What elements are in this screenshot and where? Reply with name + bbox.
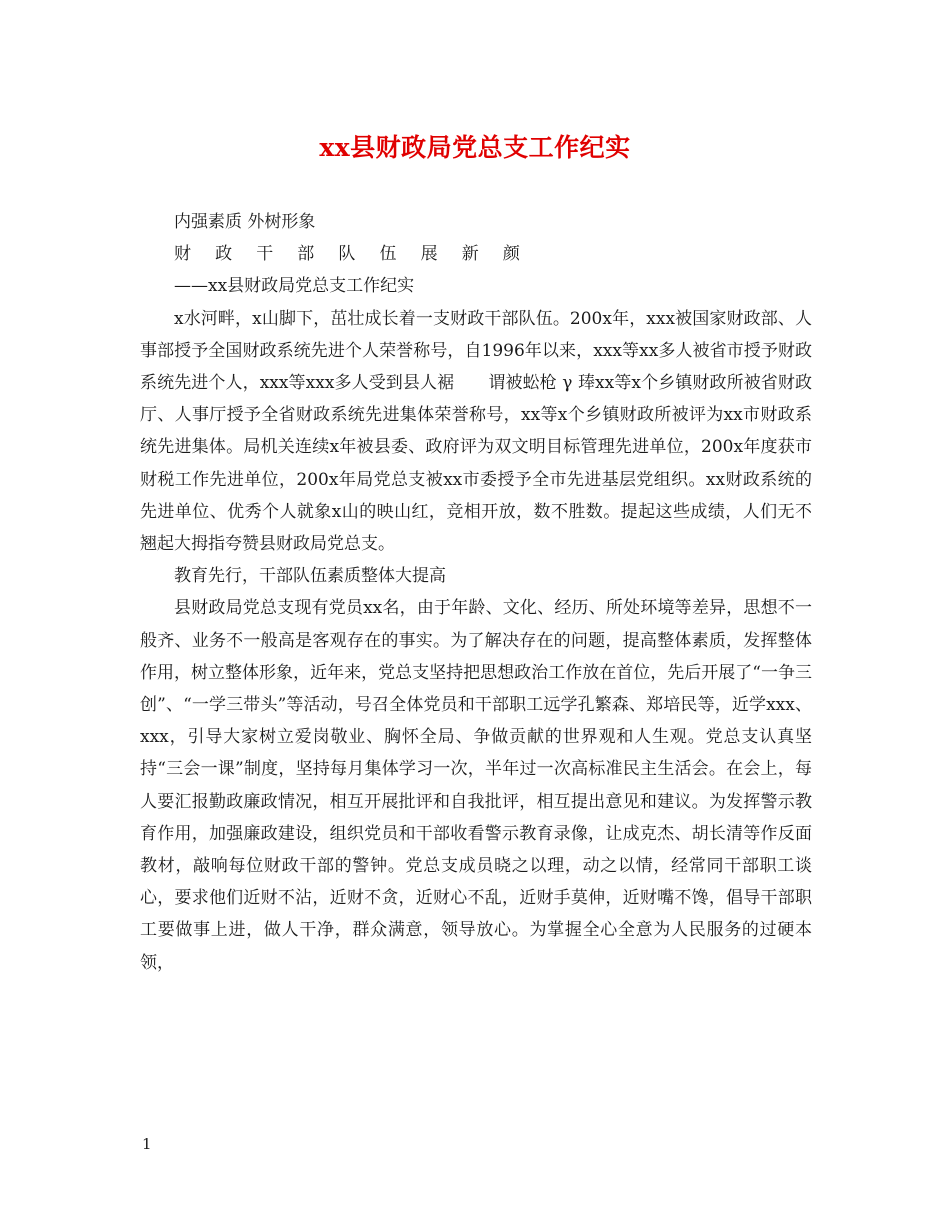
paragraph-education: 县财政局党总支现有党员xx名，由于年龄、文化、经历、所处环境等差异，思想不一般齐、业务不一般高是客观存在的事实。为了解决存在的问题，提高整体素质，发挥整体作用，树立整体形象，近年来，党总支坚持把思想政治工作放在首位，先后开展了“一争三创”、“一学三带头”等活动，号召全体党员和干部职工远学孔繁森、郑培民等，近学xxx、xxx，引导大家树立爱岗敬业、胸怀全局、争做贡献的世界观和人生观。党总支认真坚持“三会一课”制度，坚持每月集体学习一次，半年过一次高标准民主生活会。在会上，每人要汇报勤政廉政情况，相互开展批评和自我批评，相互提出意见和建议。为发挥警示教育作用，加强廉政建设，组织党员和干部收看警示教育录像，让成克杰、胡长清等作反面教材，敲响每位财政干部的警钟。党总支成员晓之以理，动之以情，经常同干部职工谈心，要求他们近财不沾，近财不贪，近财心不乱，近财手莫伸，近财嘴不馋，倡导干部职工要做事上进，做人干净，群众满意，领导放心。为掌握全心全意为人民服务的过硬本领，	[140, 598, 812, 973]
document-body	[140, 206, 812, 979]
document-title: xx县财政局党总支工作纪实	[319, 133, 631, 162]
section-heading: 教育先行，干部队伍素质整体大提高	[174, 566, 446, 587]
paragraph-intro: x水河畔，x山脚下，茁壮成长着一支财政干部队伍。200x年，xxx被国家财政部、人事部授予全国财政系统先进个人荣誉称号，自1996年以来，xxx等xx多人被省市授予财政系统先进个人，xxx等xxx多人受到县人裾 谓被蚣枪 γ 琫xx等x个乡镇财政所被省财政厅、人事厅授予全省财政系统先进集体荣誉称号，xx等x个乡镇财政所被评为xx市财政系统先进集体。局机关连续x年被县委、政府评为双文明目标管理先进单位，200x年度获市财税工作先进单位，200x年局党总支被xx市委授予全市先进基层党组织。xx财政系统的先进单位、优秀个人就象x山的映山红，竞相开放，数不胜数。提起这些成绩，人们无不翘起大拇指夸赞县财政局党总支。	[140, 308, 812, 555]
subtitle-line-2: 财 政 干 部 队 伍 展 新 颜	[174, 244, 530, 265]
subtitle-line-3: ——xx县财政局党总支工作纪实	[174, 276, 415, 297]
page-number: 1	[142, 1135, 152, 1153]
subtitle-line-1: 内强素质 外树形象	[174, 212, 316, 232]
